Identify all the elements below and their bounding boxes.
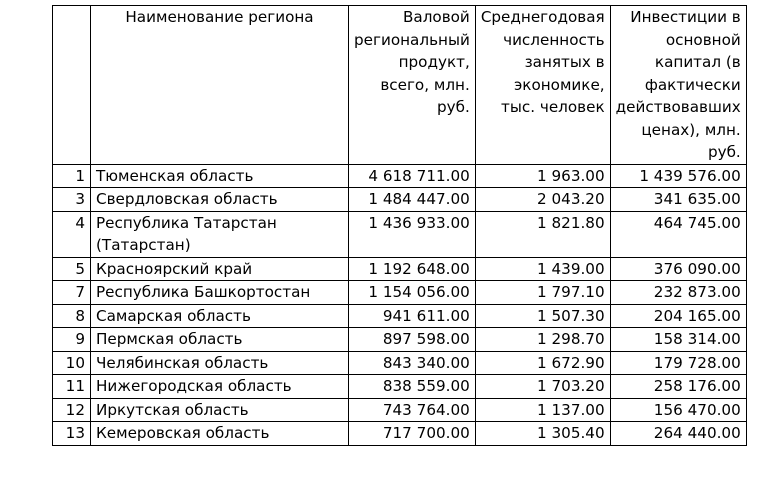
regions-table <box>52 5 747 446</box>
table-row <box>53 398 747 422</box>
row-number: 1 <box>53 164 91 188</box>
row-grp: 1 154 056.00 <box>349 281 476 305</box>
row-employment: 1 137.00 <box>475 398 610 422</box>
row-number: 7 <box>53 281 91 305</box>
row-employment: 1 797.10 <box>475 281 610 305</box>
row-number: 10 <box>53 351 91 375</box>
row-number: 11 <box>53 375 91 399</box>
row-number: 13 <box>53 422 91 446</box>
row-grp: 838 559.00 <box>349 375 476 399</box>
row-employment: 1 821.80 <box>475 211 610 257</box>
row-investment: 232 873.00 <box>610 281 746 305</box>
row-investment: 376 090.00 <box>610 257 746 281</box>
row-investment: 264 440.00 <box>610 422 746 446</box>
table-row <box>53 281 747 305</box>
header-number <box>53 6 91 165</box>
row-employment: 1 305.40 <box>475 422 610 446</box>
table-row <box>53 351 747 375</box>
row-employment: 1 439.00 <box>475 257 610 281</box>
table-row <box>53 188 747 212</box>
row-grp: 1 436 933.00 <box>349 211 476 257</box>
table-row <box>53 328 747 352</box>
header-region-name: Наименование региона <box>91 6 349 165</box>
row-region-name: Свердловская область <box>91 188 349 212</box>
row-number: 5 <box>53 257 91 281</box>
row-employment: 1 507.30 <box>475 304 610 328</box>
header-grp: Валовой региональный продукт, всего, млн. руб. <box>349 6 476 165</box>
row-investment: 258 176.00 <box>610 375 746 399</box>
row-number: 9 <box>53 328 91 352</box>
table-row <box>53 422 747 446</box>
row-investment: 1 439 576.00 <box>610 164 746 188</box>
row-region-name: Нижегородская область <box>91 375 349 399</box>
row-region-name: Самарская область <box>91 304 349 328</box>
row-region-name: Красноярский край <box>91 257 349 281</box>
table-body <box>53 164 747 445</box>
row-region-name: Кемеровская область <box>91 422 349 446</box>
row-investment: 179 728.00 <box>610 351 746 375</box>
table-row <box>53 211 747 257</box>
row-grp: 941 611.00 <box>349 304 476 328</box>
row-region-name: Пермская область <box>91 328 349 352</box>
row-region-name: Челябинская область <box>91 351 349 375</box>
row-region-name: Иркутская область <box>91 398 349 422</box>
row-investment: 204 165.00 <box>610 304 746 328</box>
row-grp: 1 192 648.00 <box>349 257 476 281</box>
row-employment: 1 672.90 <box>475 351 610 375</box>
row-number: 3 <box>53 188 91 212</box>
row-region-name: Тюменская область <box>91 164 349 188</box>
row-employment: 2 043.20 <box>475 188 610 212</box>
row-region-name: Республика Татарстан (Татарстан) <box>91 211 349 257</box>
row-grp: 1 484 447.00 <box>349 188 476 212</box>
table-row <box>53 375 747 399</box>
table-row <box>53 304 747 328</box>
row-investment: 156 470.00 <box>610 398 746 422</box>
header-employment: Среднегодовая численность занятых в экономике, тыс. человек <box>475 6 610 165</box>
row-number: 12 <box>53 398 91 422</box>
row-employment: 1 298.70 <box>475 328 610 352</box>
row-investment: 341 635.00 <box>610 188 746 212</box>
row-employment: 1 703.20 <box>475 375 610 399</box>
row-grp: 743 764.00 <box>349 398 476 422</box>
row-grp: 843 340.00 <box>349 351 476 375</box>
row-grp: 717 700.00 <box>349 422 476 446</box>
header-investment: Инвестиции в основной капитал (в фактически действовавших ценах), млн. руб. <box>610 6 746 165</box>
row-investment: 158 314.00 <box>610 328 746 352</box>
table-header-row <box>53 6 747 165</box>
row-investment: 464 745.00 <box>610 211 746 257</box>
table-row <box>53 257 747 281</box>
row-grp: 4 618 711.00 <box>349 164 476 188</box>
table-row <box>53 164 747 188</box>
row-grp: 897 598.00 <box>349 328 476 352</box>
row-employment: 1 963.00 <box>475 164 610 188</box>
row-number: 8 <box>53 304 91 328</box>
row-region-name: Республика Башкортостан <box>91 281 349 305</box>
row-number: 4 <box>53 211 91 257</box>
